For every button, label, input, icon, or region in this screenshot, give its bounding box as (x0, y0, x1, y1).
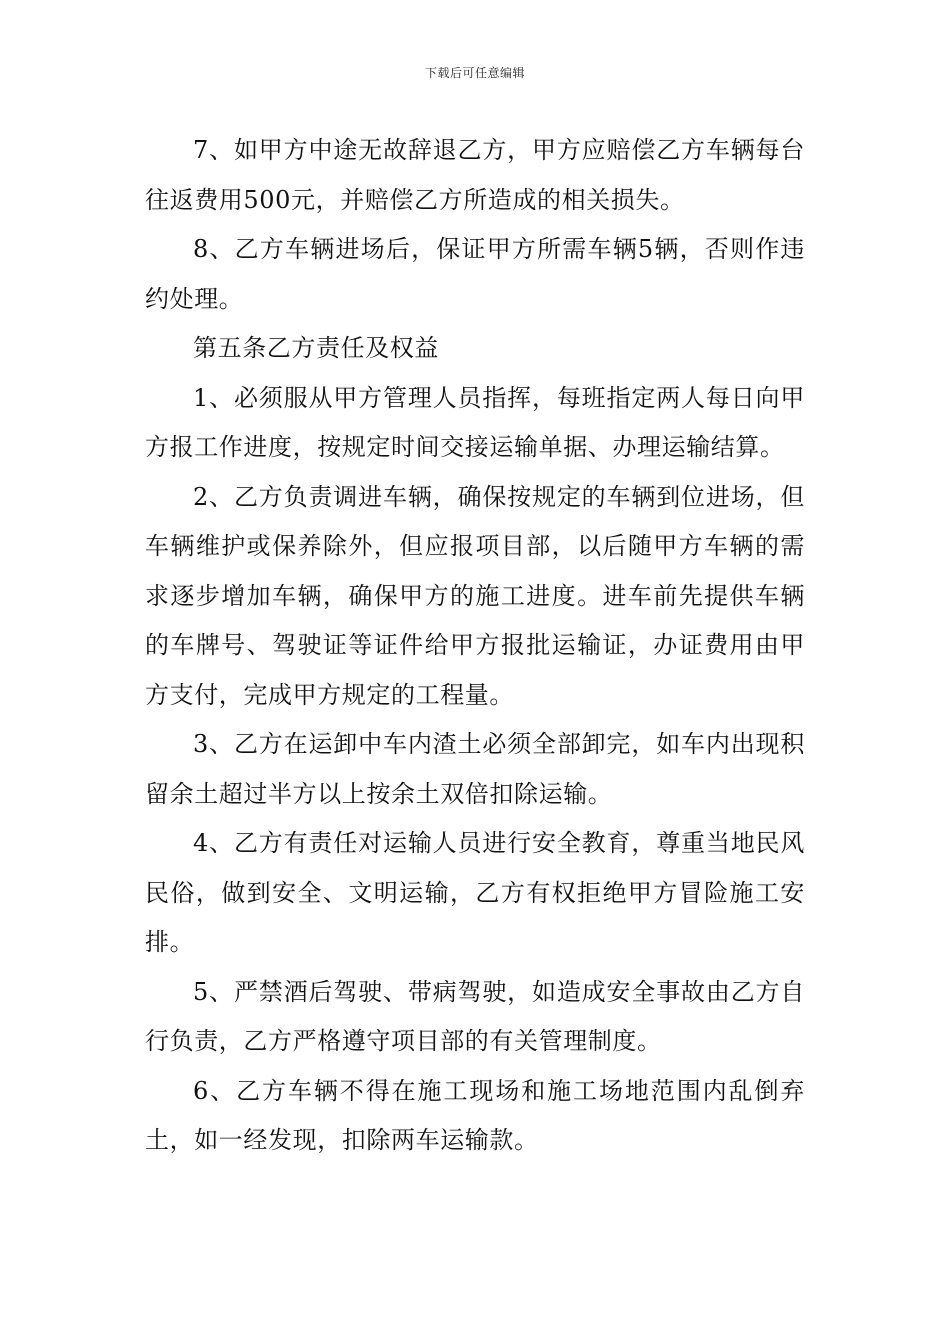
paragraph-clause-8: 8、乙方车辆进场后，保证甲方所需车辆5辆，否则作违约处理。 (145, 235, 805, 313)
paragraph-item-6: 6、乙方车辆不得在施工现场和施工场地范围内乱倒弃土，如一经发现，扣除两车运输款。 (145, 1076, 805, 1154)
paragraph-item-4: 4、乙方有责任对运输人员进行安全教育，尊重当地民风民俗，做到安全、文明运输，乙方有权拒绝甲方冒险施工安排。 (145, 829, 805, 956)
section-heading-article-5: 第五条乙方责任及权益 (193, 334, 439, 362)
page-header: 下载后可任意编辑 (424, 66, 525, 80)
paragraph-clause-7: 7、如甲方中途无故辞退乙方，甲方应赔偿乙方车辆每台往返费用500元，并赔偿乙方所造成的相关损失。 (145, 136, 805, 214)
paragraph-item-2: 2、乙方负责调进车辆，确保按规定的车辆到位进场，但车辆维护或保养除外，但应报项目部，以后随甲方车辆的需求逐步增加车辆，确保甲方的施工进度。进车前先提供车辆的车牌号、驾驶证等证件给甲方报批运输证，办证费用由甲方支付，完成甲方规定的工程量。 (145, 482, 805, 709)
paragraph-item-1: 1、必须服从甲方管理人员指挥，每班指定两人每日向甲方报工作进度，按规定时间交接运输单据、办理运输结算。 (145, 383, 805, 461)
paragraph-item-5: 5、严禁酒后驾驶、带病驾驶，如造成安全事故由乙方自行负责，乙方严格遵守项目部的有关管理制度。 (145, 977, 805, 1055)
paragraph-item-3: 3、乙方在运卸中车内渣土必须全部卸完，如车内出现积留余土超过半方以上按余土双倍扣除运输。 (145, 730, 805, 808)
document-body (145, 126, 805, 1166)
